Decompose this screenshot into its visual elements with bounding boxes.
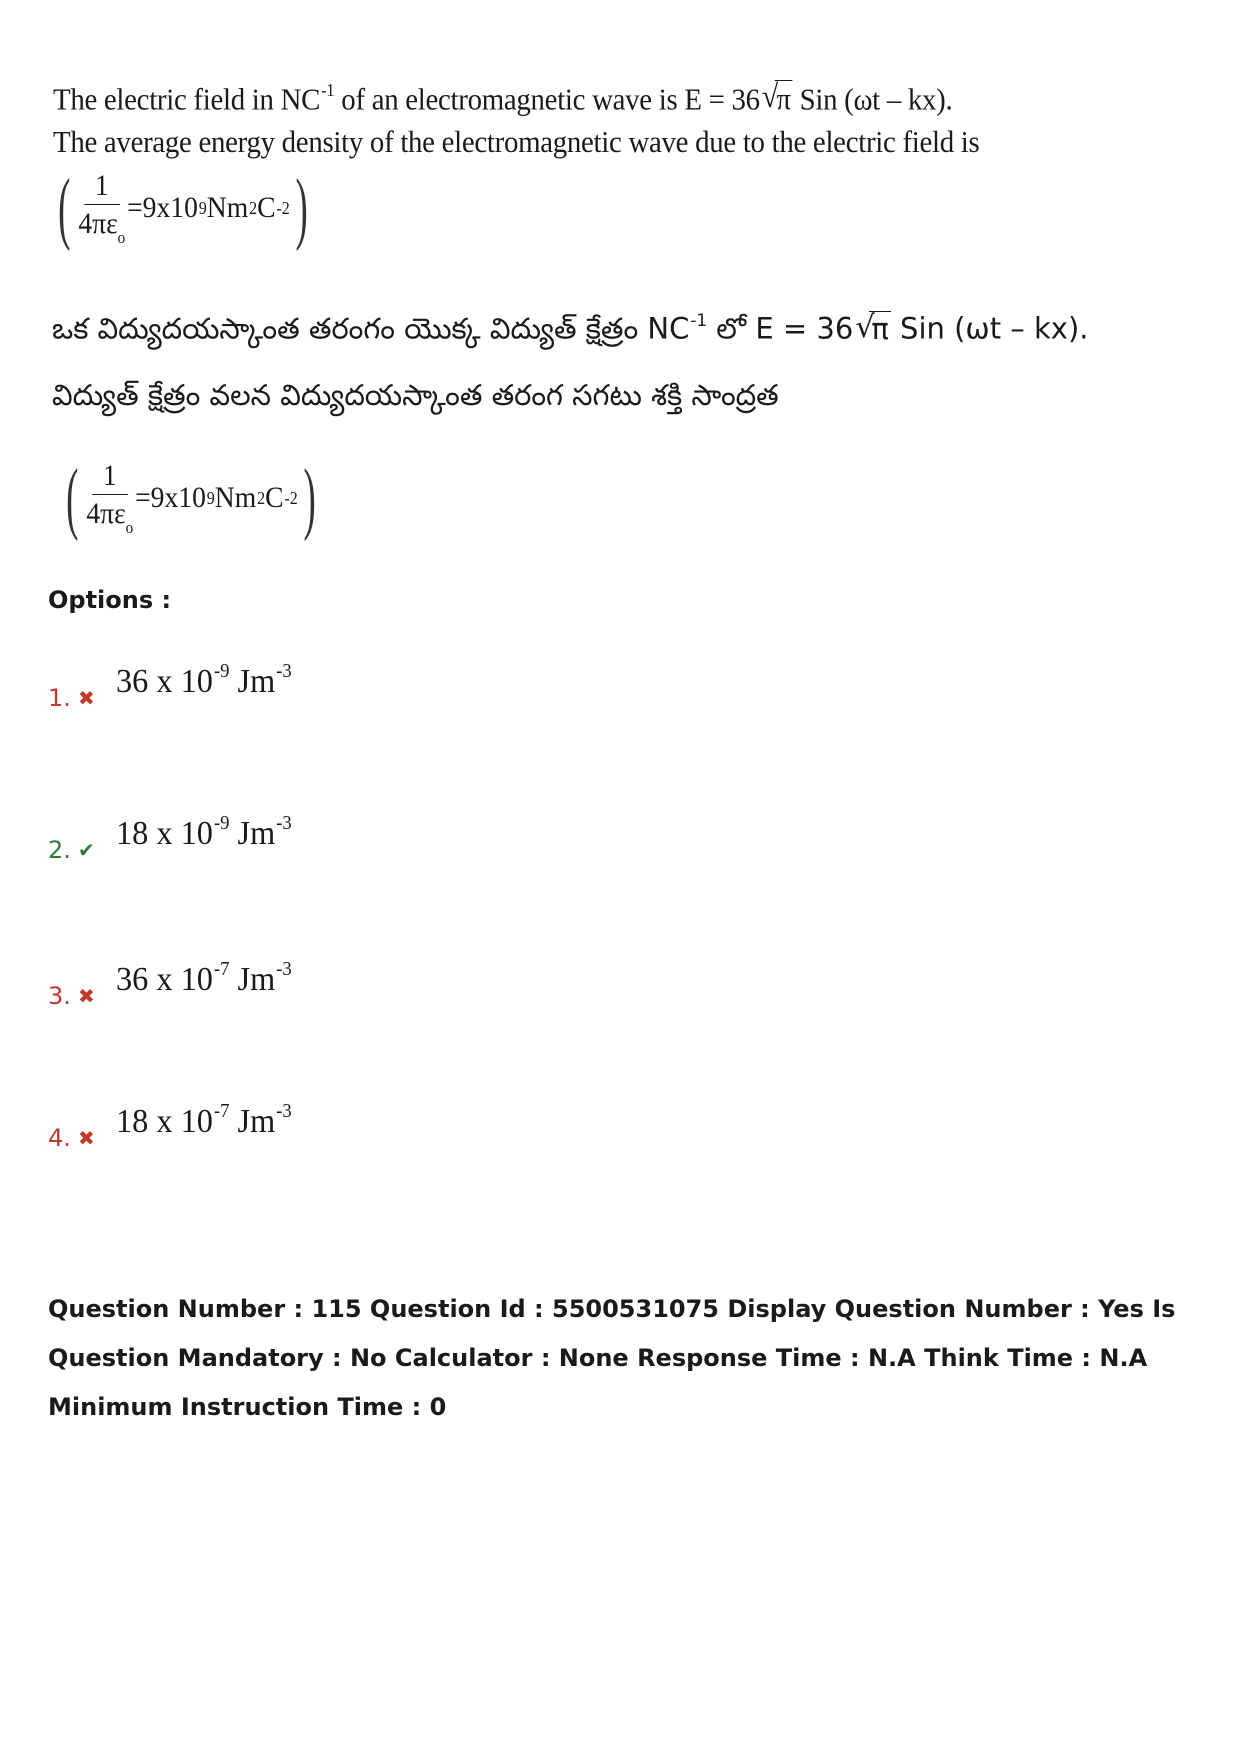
option-1[interactable]: 1. ✖ 36 x $10^{-9}$ $Jm^{-3}$: [48, 660, 292, 713]
question-telugu-line-2: విద్యుత్ క్షేత్రం వలన విద్యుదయస్కాంత తరంగ సగటు శక్తి సాంద్రత: [52, 378, 779, 412]
options-label: Options :: [48, 586, 172, 614]
sqrt-symbol: √ π: [761, 79, 791, 117]
check-icon: ✔: [78, 839, 95, 862]
constant-formula-telugu: ( $\frac{1}{4\pi\varepsilon_o}$ =9x10 9 Nm 2 C -2 ): [66, 454, 317, 543]
constant-formula-english: ( $\frac{1}{4\pi\varepsilon_o}$ =9x10 9 Nm 2 C -2 ): [58, 164, 309, 253]
option-2[interactable]: 2. ✔ 18 x $10^{-9}$ $Jm^{-3}$: [48, 812, 292, 865]
question-line-1: The electric field in $NC^{-1}$ of an electromagnetic wave is E = 36 √ π Sin (ωt – kx).: [53, 79, 953, 117]
cross-icon: ✖: [78, 687, 95, 710]
question-telugu-line-1: ఒక విద్యుదయస్కాంత తరంగం యొక్క విద్యుత్ క్షేత్రం $NC^{-1}$ లో E = 36 √ π Sin (ωt – kx).: [52, 309, 1089, 346]
question-line-2: The average energy density of the electromagnetic wave due to the electric field is: [53, 124, 980, 159]
option-3[interactable]: 3. ✖ 36 x $10^{-7}$ $Jm^{-3}$: [48, 958, 292, 1011]
question-metadata: Question Number : 115 Question Id : 5500531075 Display Question Number : Yes Is Question Mandatory : No Calculator : None Response Time : N.A Think Time : N.A Minimum Instruction Time : 0: [48, 1295, 1176, 1421]
option-4[interactable]: 4. ✖ 18 x $10^{-7}$ $Jm^{-3}$: [48, 1100, 292, 1153]
cross-icon: ✖: [78, 1127, 95, 1150]
cross-icon: ✖: [78, 985, 95, 1008]
